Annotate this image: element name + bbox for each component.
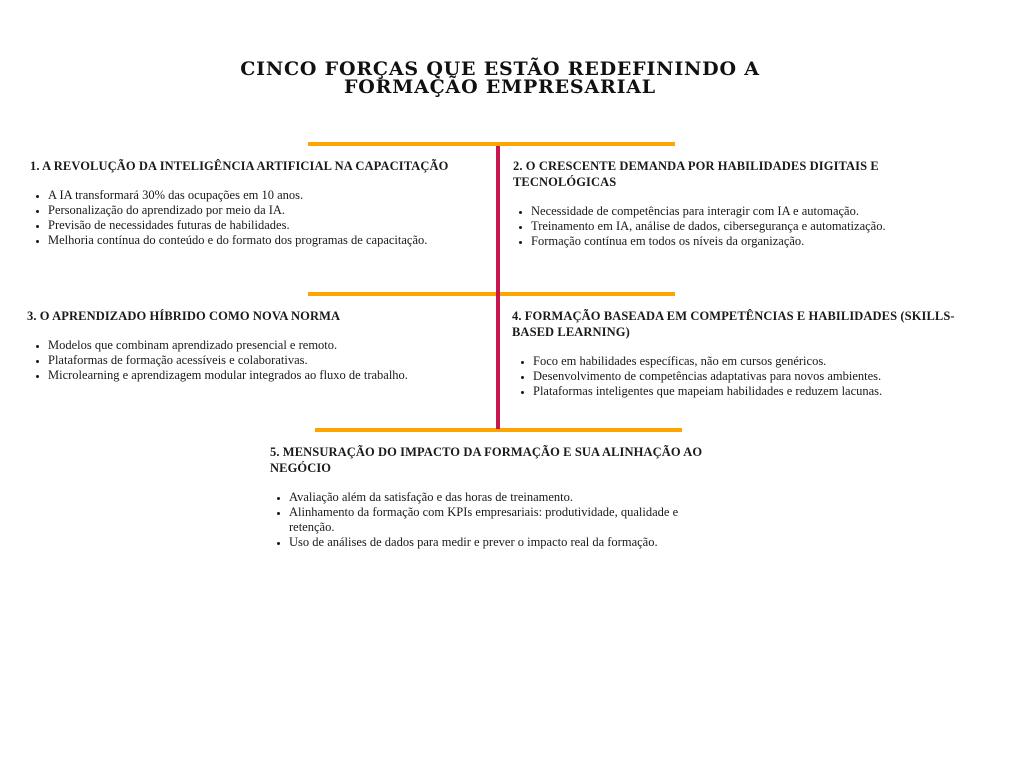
section-4-list: [512, 354, 987, 399]
section-1-heading: 1. A REVOLUÇÃO DA INTELIGÊNCIA ARTIFICIAL NA CAPACITAÇÃO: [30, 159, 449, 173]
section-4: [512, 308, 987, 399]
list-item: • Desenvolvimento de competências adaptativas para novos ambientes.: [533, 369, 987, 384]
vertical-axis-line: [496, 146, 500, 429]
section-3-list: [27, 338, 487, 383]
section-2-list: [513, 204, 913, 249]
page-title: [200, 60, 800, 96]
title-line-1: CINCO FORÇAS QUE ESTÃO REDEFININDO A: [240, 58, 760, 80]
section-2: [513, 158, 913, 249]
list-item: • Treinamento em IA, análise de dados, cibersegurança e automatização.: [531, 219, 913, 234]
list-item: • Personalização do aprendizado por meio da IA.: [48, 203, 490, 218]
list-item: • Modelos que combinam aprendizado presencial e remoto.: [48, 338, 487, 353]
list-item: • Plataformas de formação acessíveis e colaborativas.: [48, 353, 487, 368]
list-item: • Foco em habilidades específicas, não em cursos genéricos.: [533, 354, 987, 369]
section-2-heading: 2. O CRESCENTE DEMANDA POR HABILIDADES DIGITAIS E TECNOLÓGICAS: [513, 159, 879, 189]
section-5-list: [270, 490, 740, 550]
list-item: • Formação contínua em todos os níveis da organização.: [531, 234, 913, 249]
section-1-list: [30, 188, 490, 248]
section-4-heading: 4. FORMAÇÃO BASEADA EM COMPETÊNCIAS E HABILIDADES (SKILLS-BASED LEARNING): [512, 309, 955, 339]
top-divider-line: [308, 142, 675, 146]
section-5: [270, 444, 740, 550]
list-item: • Microlearning e aprendizagem modular integrados ao fluxo de trabalho.: [48, 368, 487, 383]
section-1: [30, 158, 490, 248]
middle-divider-line: [308, 292, 675, 296]
list-item: • Melhoria contínua do conteúdo e do formato dos programas de capacitação.: [48, 233, 428, 248]
list-item: • Necessidade de competências para interagir com IA e automação.: [531, 204, 913, 219]
list-item: • Previsão de necessidades futuras de habilidades.: [48, 218, 490, 233]
section-5-heading: 5. MENSURAÇÃO DO IMPACTO DA FORMAÇÃO E SUA ALINHAÇÃO AO NEGÓCIO: [270, 445, 703, 475]
section-3-heading: 3. O APRENDIZADO HÍBRIDO COMO NOVA NORMA: [27, 309, 341, 323]
list-item: • Avaliação além da satisfação e das horas de treinamento.: [289, 490, 740, 505]
section-3: [27, 308, 487, 383]
list-item: • A IA transformará 30% das ocupações em 10 anos.: [48, 188, 490, 203]
list-item: • Plataformas inteligentes que mapeiam habilidades e reduzem lacunas.: [533, 384, 987, 399]
list-item: • Alinhamento da formação com KPIs empresariais: produtividade, qualidade e retenção.: [289, 505, 689, 535]
title-line-2: FORMAÇÃO EMPRESARIAL: [344, 76, 656, 98]
list-item: • Uso de análises de dados para medir e prever o impacto real da formação.: [289, 535, 740, 550]
